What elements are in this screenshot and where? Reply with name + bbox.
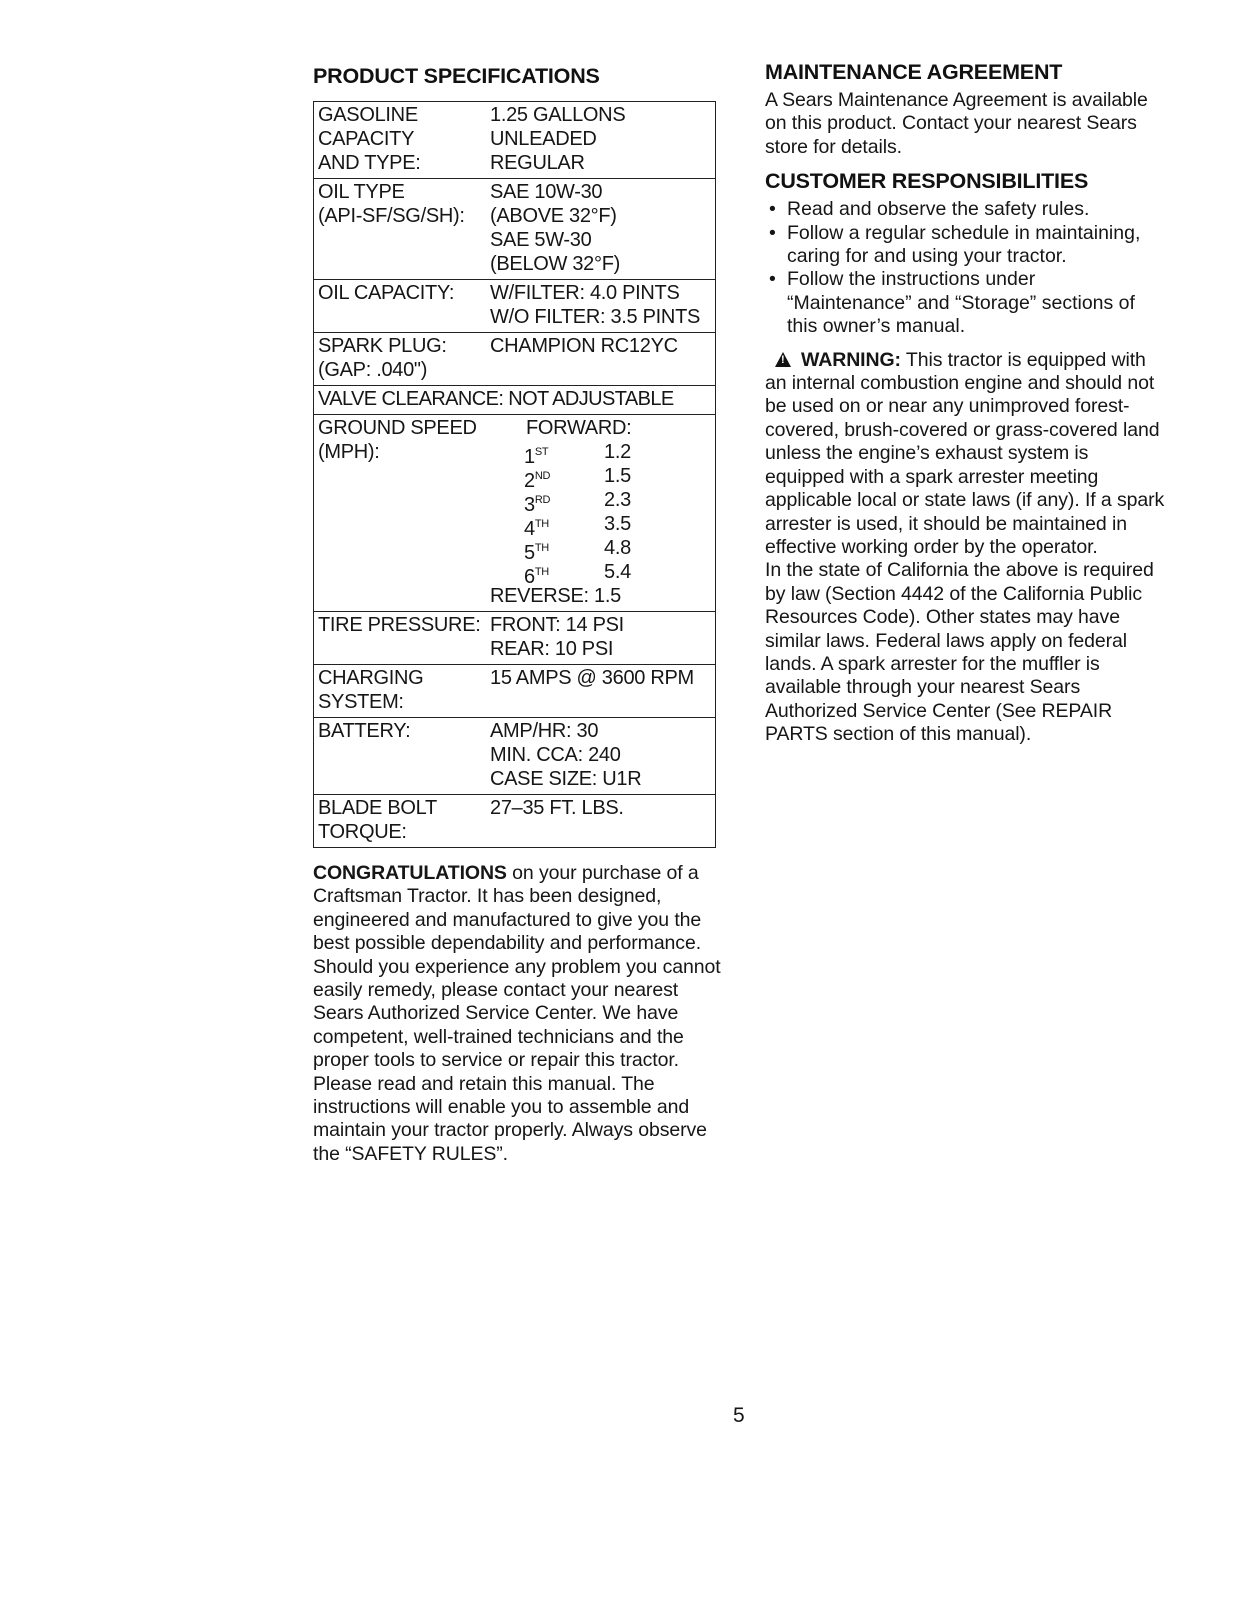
page-number: 5 bbox=[733, 1404, 745, 1427]
gear-ordinal: 5TH bbox=[524, 542, 549, 564]
spec-value: W/FILTER: 4.0 PINTS W/O FILTER: 3.5 PINTS bbox=[490, 282, 701, 328]
gear-row bbox=[490, 488, 715, 516]
spec-label: GROUND SPEED (MPH): bbox=[318, 417, 477, 463]
maintenance-body: A Sears Maintenance Agreement is available on this product. Contact your nearest Sears store for details. bbox=[765, 89, 1148, 158]
gear-speed: 2.3 bbox=[604, 489, 631, 511]
service-paragraph: Should you experience any problem you cannot easily remedy, please contact your nearest Sears Authorized Service Center. We have competent, well-trained technicians and the proper tools to service or repair this tractor. bbox=[313, 955, 721, 1072]
manual-paragraph: Please read and retain this manual. The instructions will enable you to assemble and maintain your tractor properly. Always observe the “SAFETY RULES”. bbox=[313, 1072, 707, 1165]
list-item: • Read and observe the safety rules. bbox=[765, 198, 1165, 221]
spec-label: OIL CAPACITY: bbox=[318, 282, 455, 304]
left-column bbox=[313, 64, 733, 1166]
spec-row-ground-speed bbox=[314, 414, 715, 611]
customer-responsibilities-title: CUSTOMER RESPONSIBILITIES bbox=[765, 169, 1089, 194]
gear-row bbox=[490, 464, 715, 492]
ground-speed-values bbox=[490, 416, 715, 608]
warning-triangle-icon bbox=[775, 352, 791, 367]
spec-row-charging-system bbox=[314, 664, 715, 717]
forward-heading: FORWARD: bbox=[526, 417, 632, 439]
spec-row-battery bbox=[314, 717, 715, 794]
spec-label: SPARK PLUG: (GAP: .040") bbox=[318, 335, 447, 381]
gear-speed: 1.5 bbox=[604, 465, 631, 487]
congratulations-paragraph: CONGRATULATIONS on your purchase of a Craftsman Tractor. It has been designed, engineered and manufactured to give you the best possible dependability and performance. bbox=[313, 862, 702, 955]
spec-label: BATTERY: bbox=[318, 720, 411, 742]
spec-label: OIL TYPE (API-SF/SG/SH): bbox=[318, 181, 465, 227]
spec-full-line: VALVE CLEARANCE: NOT ADJUSTABLE bbox=[318, 388, 674, 410]
gear-row bbox=[490, 536, 715, 564]
spec-row-gasoline bbox=[314, 102, 715, 178]
gear-ordinal: 6TH bbox=[524, 566, 549, 588]
specifications-table bbox=[313, 101, 716, 848]
spec-label: CHARGING SYSTEM: bbox=[318, 667, 424, 713]
spec-label: BLADE BOLT TORQUE: bbox=[318, 797, 437, 843]
spec-row-valve-clearance bbox=[314, 385, 715, 414]
gear-row bbox=[490, 560, 715, 588]
right-column bbox=[765, 60, 1165, 747]
gear-speed: 4.8 bbox=[604, 537, 631, 559]
gear-speed: 3.5 bbox=[604, 513, 631, 535]
warning-paragraph: !WARNING: This tractor is equipped with an internal combustion engine and should not be used on or near any unimproved forest-covered, brush-covered or grass-covered land unless the engine’s exhaust system is equipped with a spark arrester meeting applicable local or state laws (if any). If a spark arrester is used, it should be maintained in effective working order by the operator. bbox=[765, 349, 1165, 560]
spec-row-oil-type bbox=[314, 178, 715, 279]
gear-row bbox=[490, 440, 715, 468]
gear-ordinal: 4TH bbox=[524, 518, 549, 540]
gear-speed: 1.2 bbox=[604, 441, 631, 463]
gear-row bbox=[490, 512, 715, 540]
congratulations-section bbox=[313, 862, 733, 1166]
spec-value: AMP/HR: 30 MIN. CCA: 240 CASE SIZE: U1R bbox=[490, 720, 642, 790]
spec-label: TIRE PRESSURE: bbox=[318, 614, 481, 636]
congratulations-lead: CONGRATULATIONS bbox=[313, 862, 507, 884]
gear-ordinal: 2ND bbox=[524, 470, 551, 492]
spec-value: CHAMPION RC12YC bbox=[490, 335, 678, 357]
list-item: • Follow the instructions under “Maintenance” and “Storage” sections of this owner’s manual. bbox=[765, 268, 1165, 338]
spec-row-oil-capacity bbox=[314, 279, 715, 332]
california-paragraph: In the state of California the above is required by law (Section 4442 of the California Public Resources Code). Other states may have similar laws. Federal laws apply on federal lands. A spark arrester for the muffler is available through your nearest Sears Authorized Service Center (See REPAIR PARTS section of this manual). bbox=[765, 559, 1154, 746]
spec-value: 1.25 GALLONS UNLEADED REGULAR bbox=[490, 104, 626, 174]
spec-value: SAE 10W-30 (ABOVE 32°F) SAE 5W-30 (BELOW 32°F) bbox=[490, 181, 620, 275]
spec-value: FRONT: 14 PSI REAR: 10 PSI bbox=[490, 614, 624, 660]
spec-row-tire-pressure bbox=[314, 611, 715, 664]
warning-section bbox=[765, 349, 1165, 747]
gear-ordinal: 1ST bbox=[524, 446, 549, 468]
reverse-speed: REVERSE: 1.5 bbox=[490, 585, 621, 607]
spec-row-blade-bolt bbox=[314, 794, 715, 847]
responsibilities-list bbox=[765, 198, 1165, 338]
spec-row-spark-plug bbox=[314, 332, 715, 385]
specifications-title: PRODUCT SPECIFICATIONS bbox=[313, 64, 600, 88]
spec-value: 27–35 FT. LBS. bbox=[490, 797, 624, 819]
warning-label: WARNING: bbox=[801, 348, 901, 371]
gear-ordinal: 3RD bbox=[524, 494, 551, 516]
maintenance-title: MAINTENANCE AGREEMENT bbox=[765, 60, 1063, 84]
spec-value: 15 AMPS @ 3600 RPM bbox=[490, 667, 694, 689]
gear-speed: 5.4 bbox=[604, 561, 631, 583]
spec-label: GASOLINE CAPACITY AND TYPE: bbox=[318, 104, 421, 174]
list-item: • Follow a regular schedule in maintaining, caring for and using your tractor. bbox=[765, 222, 1165, 269]
